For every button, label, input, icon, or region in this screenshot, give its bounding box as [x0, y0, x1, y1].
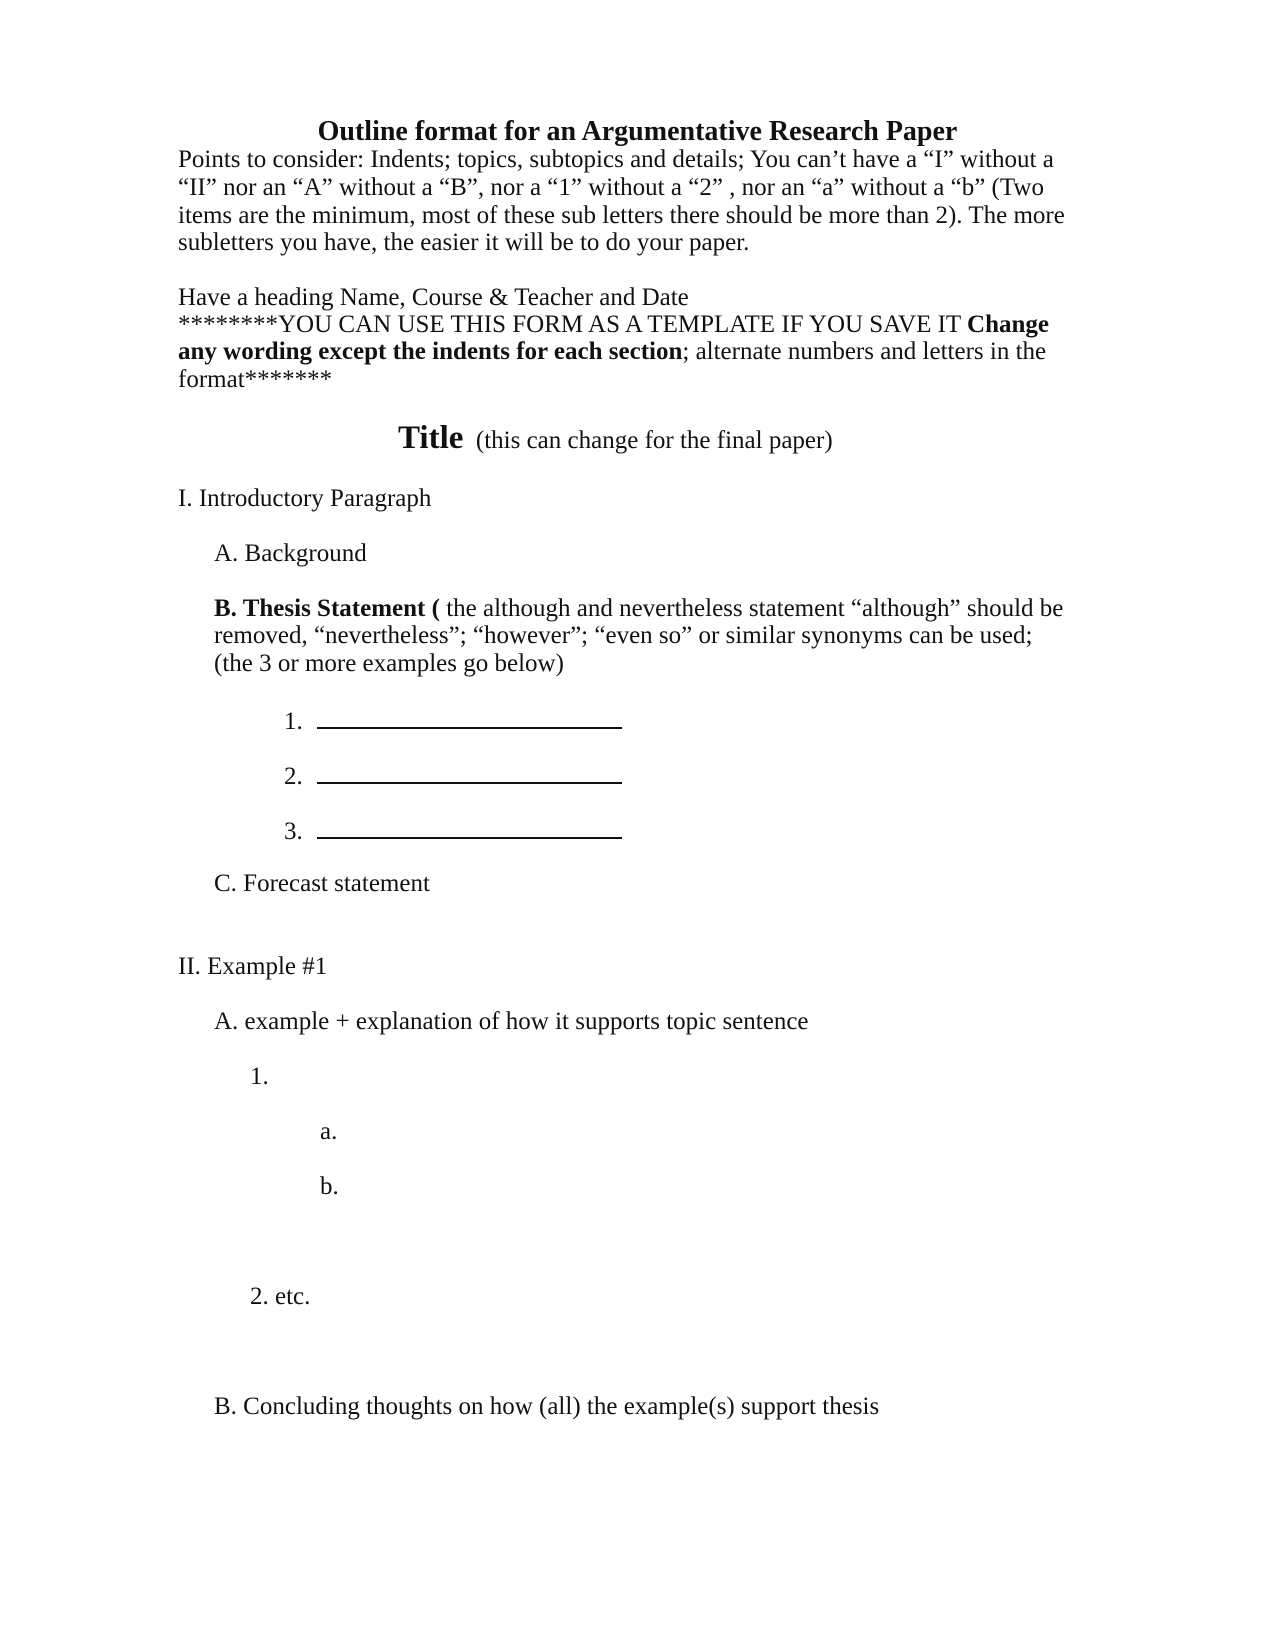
heading-note: Have a heading Name, Course & Teacher and Date — [178, 284, 689, 311]
item-number: 3. — [284, 818, 303, 845]
blank-line — [317, 705, 622, 729]
numbered-blank-item — [284, 705, 622, 736]
title-note: (this can change for the final paper) — [475, 427, 833, 454]
template-note-bold: any wording except the indents for each section — [178, 338, 683, 365]
title-block — [398, 420, 833, 456]
item-number: 1. — [284, 708, 303, 735]
outline-item: A. example + explanation of how it supports topic sentence — [214, 1008, 809, 1035]
template-note-text: ********YOU CAN USE THIS FORM AS A TEMPLATE IF YOU SAVE IT — [178, 311, 968, 338]
title-label: Title — [398, 420, 464, 456]
template-note-line — [178, 311, 1049, 339]
item-number: 2. — [284, 763, 303, 790]
outline-subitem: 1. — [250, 1063, 269, 1090]
outline-detail: b. — [320, 1173, 339, 1200]
document-title: Outline format for an Argumentative Research Paper — [317, 116, 958, 147]
numbered-blank-item — [284, 760, 622, 791]
intro-line: “II” nor an “A” without a “B”, nor a “1” without a “2” , nor an “a” without a “b” (Two — [178, 174, 1044, 201]
numbered-blank-item — [284, 815, 622, 846]
thesis-statement-line — [214, 595, 1063, 623]
section-heading: I. Introductory Paragraph — [178, 485, 432, 512]
intro-line: Points to consider: Indents; topics, subtopics and details; You can’t have a “I” without a — [178, 146, 1054, 173]
template-note-bold: Change — [967, 311, 1049, 338]
outline-subitem: 2. etc. — [250, 1283, 311, 1310]
outline-detail: a. — [320, 1118, 338, 1145]
thesis-statement-line: removed, “nevertheless”; “however”; “even so” or similar synonyms can be used; — [214, 622, 1033, 649]
section-heading: II. Example #1 — [178, 953, 328, 980]
template-note-line — [178, 338, 1046, 366]
template-note-line: format******* — [178, 366, 333, 393]
blank-line — [317, 815, 622, 839]
thesis-statement-text: the although and nevertheless statement “although” should be — [439, 595, 1064, 622]
thesis-statement-label: B. Thesis Statement ( — [214, 595, 440, 622]
intro-line: subletters you have, the easier it will be to do your paper. — [178, 229, 750, 256]
outline-item: C. Forecast statement — [214, 870, 430, 897]
intro-line: items are the minimum, most of these sub letters there should be more than 2). The more — [178, 202, 1065, 229]
thesis-statement-line: (the 3 or more examples go below) — [214, 650, 564, 677]
template-note-text: ; alternate numbers and letters in the — [682, 338, 1047, 365]
blank-line — [317, 760, 622, 784]
outline-item: A. Background — [214, 540, 367, 567]
outline-item: B. Concluding thoughts on how (all) the example(s) support thesis — [214, 1393, 880, 1420]
